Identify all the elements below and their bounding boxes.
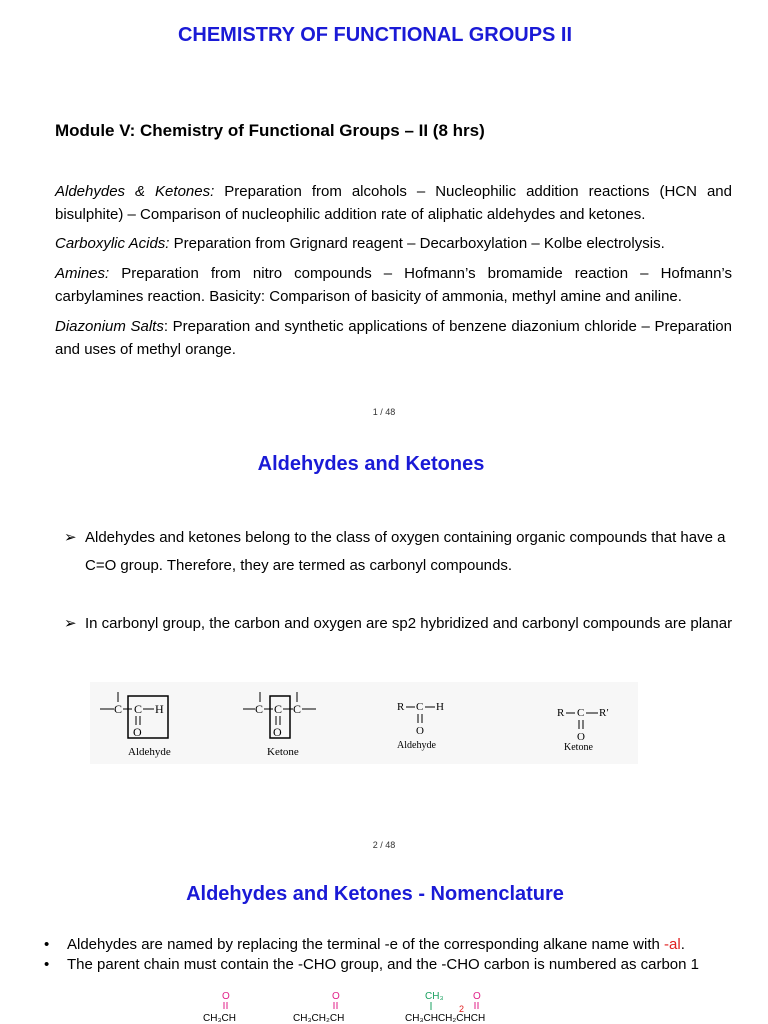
topic-amines bbox=[55, 262, 732, 308]
oxygen-atom: O bbox=[222, 991, 230, 1002]
bullet-text: Aldehydes and ketones belong to the class of oxygen containing organic compounds that have a C=O group. Therefore, they are termed as carbonyl compounds. bbox=[85, 529, 726, 574]
formula-chain: CH₃CH₂CH bbox=[293, 1013, 345, 1024]
bullet-aldehyde-naming bbox=[44, 935, 685, 955]
figure-background bbox=[90, 682, 638, 764]
atom: O bbox=[273, 725, 282, 739]
methyl-group: CH₃ bbox=[425, 991, 444, 1002]
topic-text: : Preparation and synthetic applications of benzene diazonium chloride – Preparation and uses of methyl orange. bbox=[55, 318, 732, 358]
bullet-dot-icon: • bbox=[44, 936, 50, 953]
atom: R bbox=[397, 701, 405, 713]
arrow-bullet-icon: ➢ bbox=[64, 615, 77, 632]
arrow-bullet-icon: ➢ bbox=[64, 529, 77, 546]
atom: C bbox=[293, 702, 302, 716]
formula-chain: CH₃CHCH₂CHCH bbox=[405, 1013, 486, 1024]
atom: C bbox=[274, 702, 283, 716]
topic-aldehydes-ketones bbox=[55, 180, 732, 226]
atom: C bbox=[134, 702, 143, 716]
bullet-text-end: . bbox=[680, 936, 685, 953]
bullet-carbonyl-definition bbox=[64, 524, 744, 580]
page2-title: Aldehydes and Ketones bbox=[257, 453, 485, 475]
topic-label: Aldehydes & Ketones: bbox=[55, 183, 215, 200]
atom: O bbox=[577, 731, 585, 743]
aldehyde-label: Aldehyde bbox=[128, 746, 171, 758]
atom: O bbox=[416, 725, 424, 737]
aldehyde-formulas bbox=[195, 988, 505, 1024]
topic-carboxylic-acids bbox=[55, 232, 732, 255]
topic-label: Diazonium Salts bbox=[55, 318, 164, 335]
formula-methylbutanal bbox=[405, 991, 485, 1024]
formula-chain: CH₃CH bbox=[203, 1013, 236, 1024]
page1-title: CHEMISTRY OF FUNCTIONAL GROUPS II bbox=[177, 24, 573, 46]
atom: C bbox=[577, 707, 585, 719]
atom: C bbox=[114, 702, 123, 716]
oxygen-atom: O bbox=[332, 991, 340, 1002]
oxygen-atom: O bbox=[473, 991, 481, 1002]
topic-label: Amines: bbox=[55, 265, 110, 282]
page3-title: Aldehydes and Ketones - Nomenclature bbox=[186, 883, 564, 905]
topic-text: Preparation from nitro compounds – Hofmann’s bromamide reaction – Hofmann’s carbylamines reaction. Basicity: Comparison of basicity of ammonia, methyl amine and aniline. bbox=[55, 265, 732, 305]
carbonyl-structures-figure bbox=[90, 682, 638, 764]
suffix-highlight: -al bbox=[664, 936, 681, 953]
atom: R bbox=[557, 707, 565, 719]
bullet-dot-icon: • bbox=[44, 956, 50, 973]
atom: C bbox=[255, 702, 264, 716]
atom: H bbox=[155, 702, 164, 716]
page-number: 1 / 48 bbox=[372, 407, 396, 417]
module-heading: Module V: Chemistry of Functional Groups – II (8 hrs) bbox=[55, 121, 485, 140]
bullet-parent-chain bbox=[44, 955, 699, 975]
atom: C bbox=[416, 701, 424, 713]
bullet-text: In carbonyl group, the carbon and oxygen are sp2 hybridized and carbonyl compounds are planar bbox=[85, 615, 733, 632]
atom: H bbox=[436, 701, 444, 713]
ketone-label: Ketone bbox=[564, 742, 593, 753]
topic-diazonium-salts bbox=[55, 315, 732, 361]
topic-text: Preparation from alcohols – Nucleophilic addition reactions (HCN and bisulphite) – Comparison of nucleophilic addition rate of aliphatic aldehydes and ketones. bbox=[55, 183, 732, 223]
carbon-number: 2 bbox=[459, 1004, 465, 1014]
topic-text: Preparation from Grignard reagent – Decarboxylation – Kolbe electrolysis. bbox=[169, 235, 665, 252]
formula-ethanal bbox=[203, 991, 236, 1024]
atom: O bbox=[133, 725, 142, 739]
formula-propanal bbox=[293, 991, 344, 1024]
aldehyde-label: Aldehyde bbox=[397, 740, 436, 751]
bullet-hybridization bbox=[64, 610, 744, 638]
ketone-label: Ketone bbox=[267, 746, 299, 758]
topic-label: Carboxylic Acids: bbox=[55, 235, 170, 252]
bullet-text: The parent chain must contain the -CHO group, and the -CHO carbon is numbered as carbon 1 bbox=[67, 956, 699, 973]
atom: R′ bbox=[599, 707, 609, 719]
bullet-text: Aldehydes are named by replacing the terminal -e of the corresponding alkane name with bbox=[67, 936, 665, 953]
page-number: 2 / 48 bbox=[372, 840, 396, 850]
